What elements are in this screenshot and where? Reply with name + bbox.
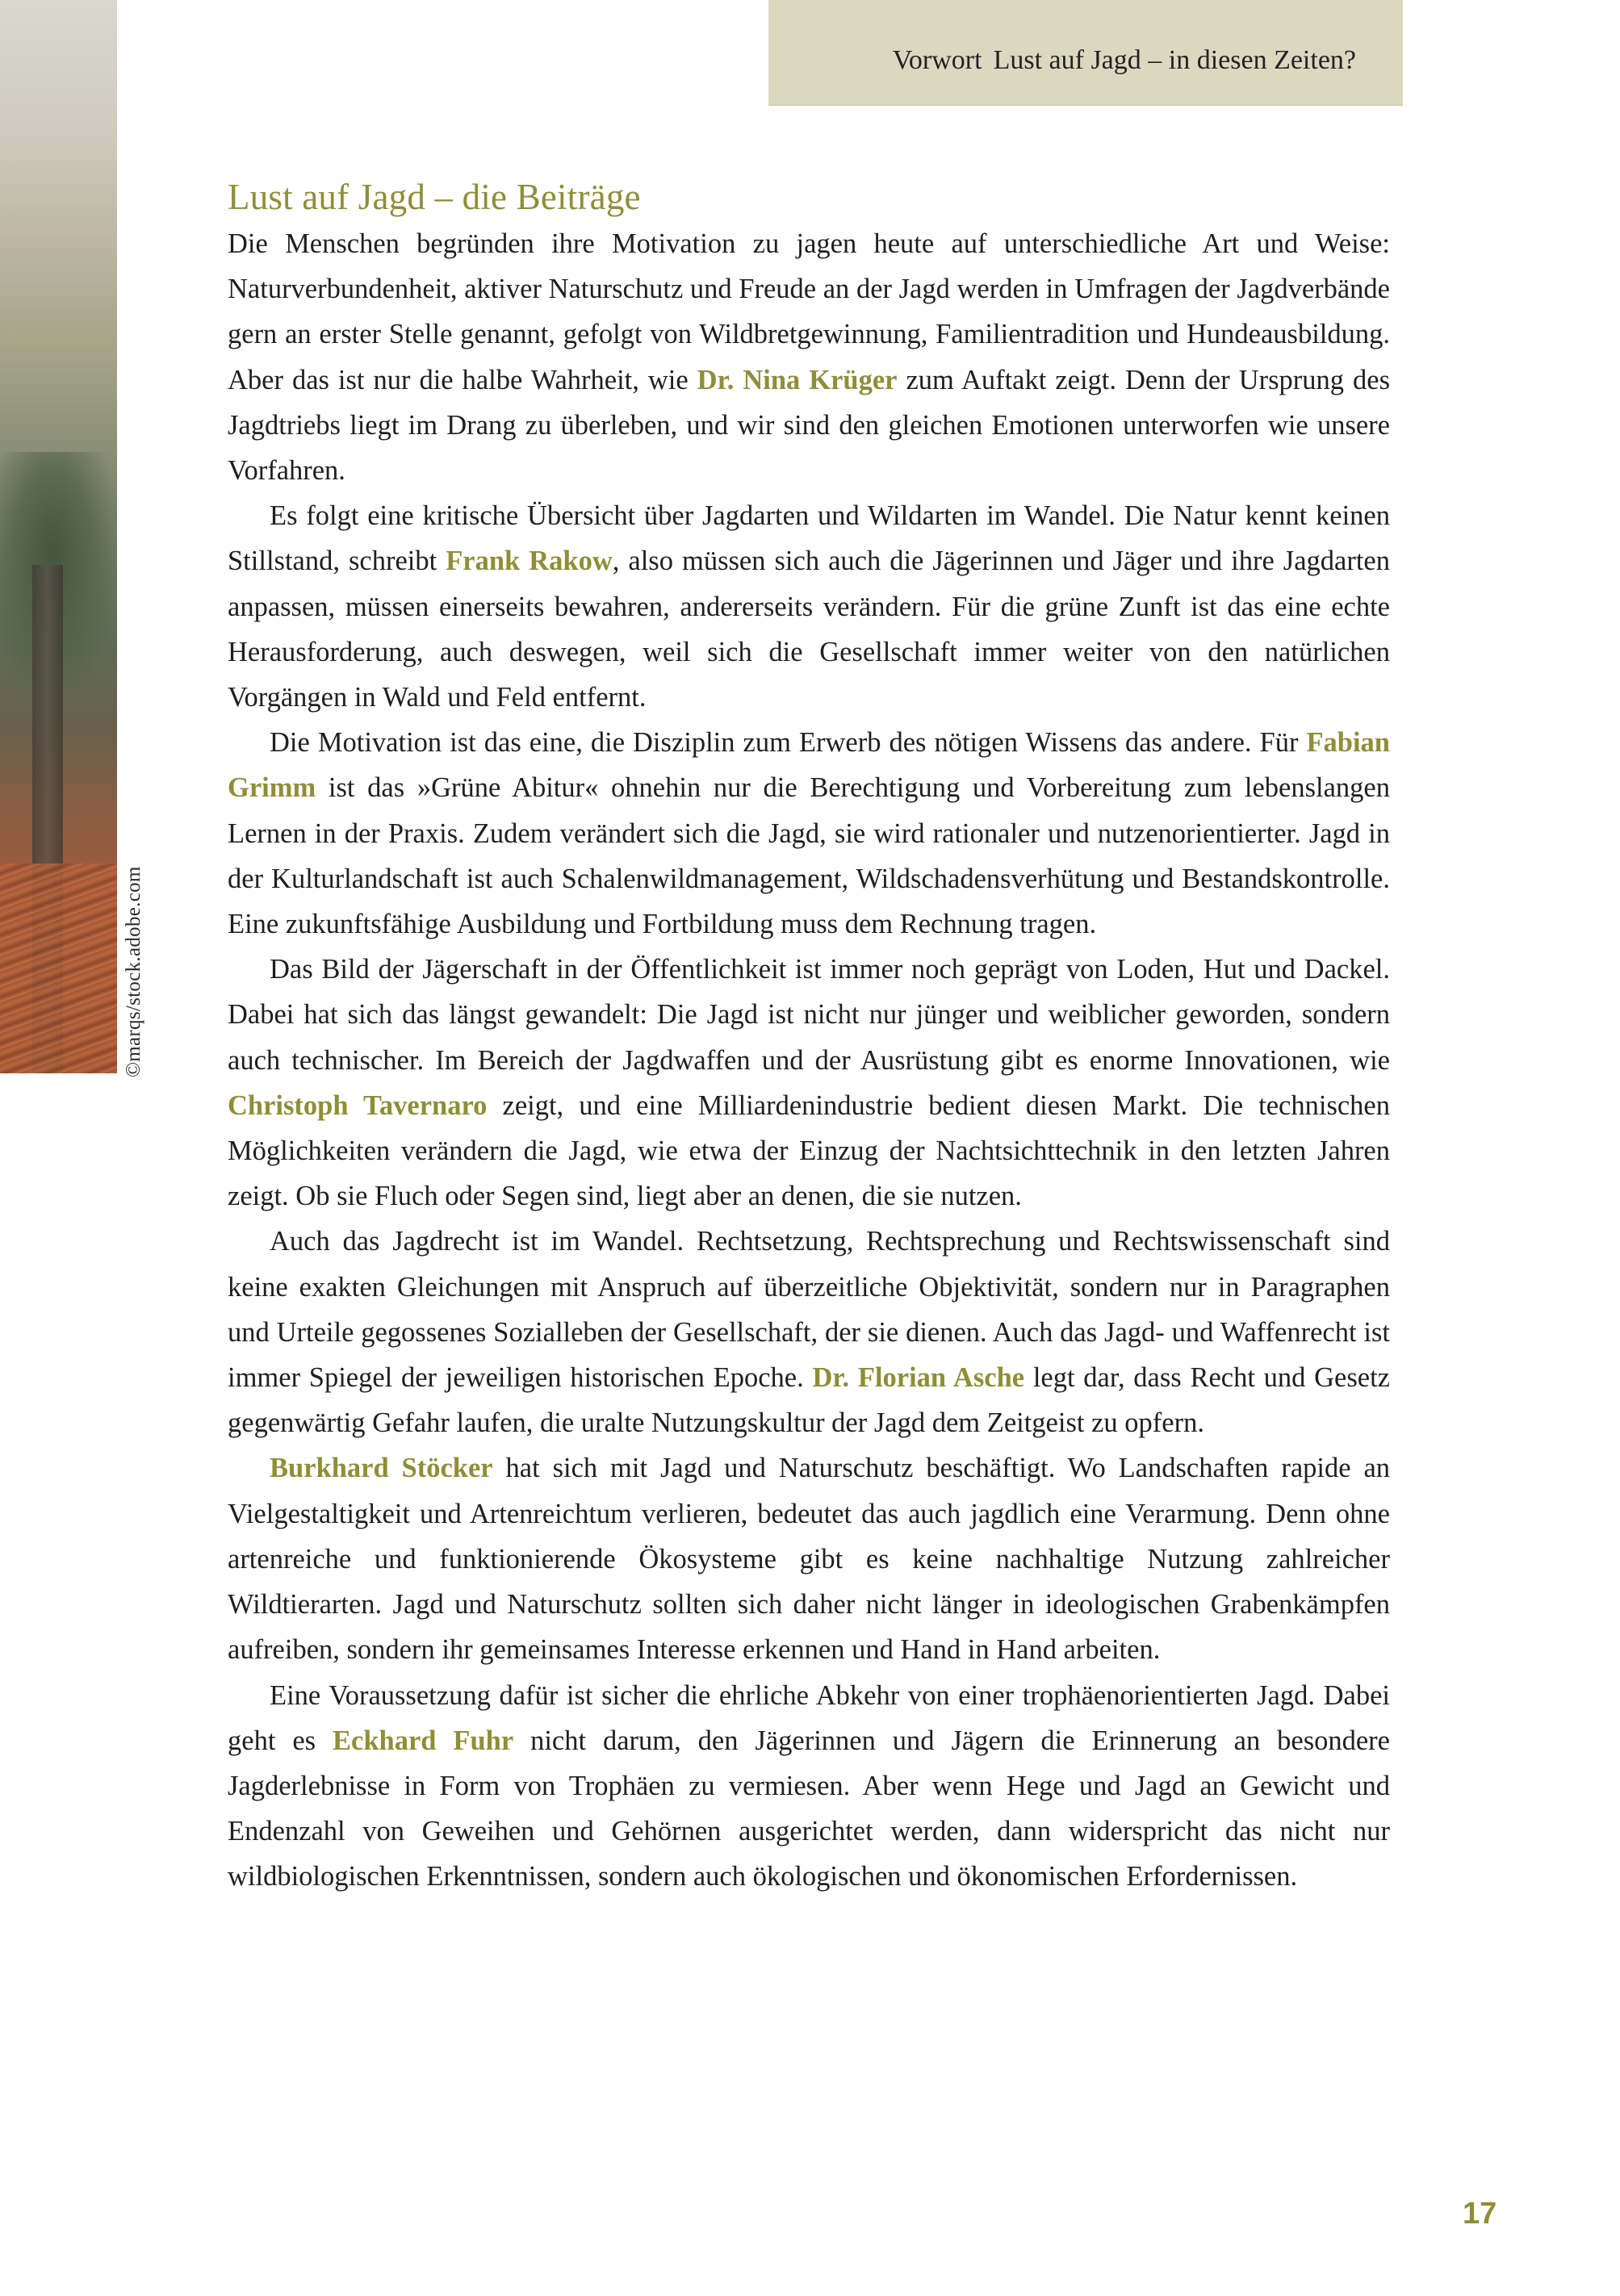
contributor-name: Fabian Grimm	[228, 727, 1390, 804]
body-paragraph	[228, 1673, 1390, 1900]
paragraph-text: , also müssen sich auch die Jägerinnen und Jäger und ihre Jagdarten anpassen, müssen einerseits bewahren, andererseits verändern. Für die grüne Zunft ist das eine echte Herausforderung, auch deswegen, weil sich die Gesellschaft immer weiter von den natürlichen Vorgängen in Wald und Feld entfernt.	[228, 546, 1390, 713]
photo-credit: ©marqs/stock.adobe.com	[123, 866, 144, 1077]
body-paragraph	[228, 221, 1390, 493]
paragraph-text: Die Motivation ist das eine, die Disziplin zum Erwerb des nötigen Wissens das andere. Für	[270, 727, 1307, 759]
paragraph-text: ist das »Grüne Abitur« ohnehin nur die Berechtigung und Vorbereitung zum lebenslangen Lernen in der Praxis. Zudem verändert sich die Jagd, sie wird rationaler und nutzenorientierter. Jagd in der Kulturlandschaft ist auch Schalenwildmanagement, Wildschadensverhütung und Bestandskontrolle. Eine zukunftsfähige Ausbildung und Fortbildung muss dem Rechnung tragen.	[228, 772, 1390, 940]
body-paragraph	[228, 493, 1390, 720]
contributor-name: Dr. Florian Asche	[812, 1362, 1025, 1394]
paragraph-text: hat sich mit Jagd und Naturschutz beschäftigt. Wo Landschaften rapide an Vielgestaltigkeit und Artenreichtum verlieren, bedeutet das auch jagdlich eine Verarmung. Denn ohne artenreiche und funktionierende Ökosysteme gibt es keine nachhaltige Nutzung zahlreicher Wildtierarten. Jagd und Naturschutz sollten sich daher nicht länger in ideologischen Grabenkämpfen aufreiben, sondern ihr gemeinsames Interesse erkennen und Hand in Hand arbeiten.	[228, 1453, 1391, 1666]
main-content	[228, 176, 1390, 1900]
body-paragraph	[228, 1219, 1390, 1445]
paragraph-text: Auch das Jagdrecht ist im Wandel. Rechtsetzung, Rechtsprechung und Rechtswissenschaft sind keine exakten Gleichungen mit Anspruch auf überzeitliche Objektivität, sondern nur in Paragraphen und Urteile gegossenes Sozialleben der Gesellschaft, der sie dienen. Auch das Jagd- und Waffenrecht ist immer Spiegel der jeweiligen historischen Epoche.	[228, 1226, 1390, 1394]
paragraph-text: nicht darum, den Jägerinnen und Jägern die Erinnerung an besondere Jagderlebnisse in Form von Trophäen zu vermiesen. Aber wenn Hege und Jagd an Gewicht und Endenzahl von Geweihen und Gehörnen ausgerichtet werden, dann widerspricht das nicht nur wildbiologischen Erkenntnissen, sondern auch ökologischen und ökonomischen Erfordernissen.	[228, 1725, 1390, 1892]
paragraph-text: zum Auftakt zeigt. Denn der Ursprung des Jagdtriebs liegt im Drang zu überleben, und wir sind den gleichen Emotionen unterworfen wie unsere Vorfahren.	[228, 364, 1391, 487]
paragraph-text: zeigt, und eine Milliardenindustrie bedient diesen Markt. Die technischen Möglichkeiten verändern die Jagd, wie etwa der Einzug der Nachtsichttechnik in den letzten Jahren zeigt. Ob sie Fluch oder Segen sind, liegt aber an denen, die sie nutzen.	[228, 1089, 1390, 1212]
paragraph-text: Das Bild der Jägerschaft in der Öffentlichkeit ist immer noch geprägt von Loden, Hut und Dackel. Dabei hat sich das längst gewandelt: Die Jagd ist nicht nur jünger und weiblicher geworden, sondern auch technischer. Im Bereich der Jagdwaffen und der Ausrüstung gibt es enorme Innovationen, wie	[228, 954, 1390, 1076]
paragraph-text: legt dar, dass Recht und Gesetz gegenwärtig Gefahr laufen, die uralte Nutzungskultur der Jagd dem Zeitgeist zu opfern.	[228, 1362, 1390, 1439]
photo-autumn-leaves	[0, 864, 117, 1073]
paragraph-text: Es folgt eine kritische Übersicht über Jagdarten und Wildarten im Wandel. Die Natur kennt keinen Stillstand, schreibt	[228, 500, 1390, 577]
body-paragraph	[228, 720, 1390, 947]
paragraph-list	[228, 221, 1390, 1900]
page-number: 17	[1463, 2197, 1497, 2231]
forest-photo	[0, 0, 117, 1073]
paragraph-text: Eine Voraussetzung dafür ist sicher die ehrliche Abkehr von einer trophäenorientierten Jagd. Dabei geht es	[228, 1679, 1390, 1756]
section-title: Lust auf Jagd – die Beiträge	[228, 177, 641, 217]
body-paragraph	[228, 947, 1390, 1219]
running-header	[768, 0, 1403, 106]
contributor-name: Burkhard Stöcker	[270, 1453, 493, 1484]
header-label: Vorwort	[892, 45, 982, 75]
running-header-text	[893, 45, 1356, 76]
contributor-name: Frank Rakow	[446, 546, 613, 577]
contributor-name: Eckhard Fuhr	[333, 1725, 514, 1756]
paragraph-text: Die Menschen begründen ihre Motivation zu jagen heute auf unterschiedliche Art und Weise: Naturverbundenheit, aktiver Naturschutz und Freude an der Jagd werden in Umfragen der Jagdverbände gern an erster Stelle genannt, gefolgt von Wildbretgewinnung, Familientradition und Hundeausbildung. Aber das ist nur die halbe Wahrheit, wie	[228, 228, 1390, 395]
contributor-name: Dr. Nina Krüger	[697, 364, 898, 395]
body-paragraph	[228, 1445, 1390, 1672]
contributor-name: Christoph Tavernaro	[228, 1089, 488, 1121]
header-title: Lust auf Jagd – in diesen Zeiten?	[993, 45, 1356, 75]
